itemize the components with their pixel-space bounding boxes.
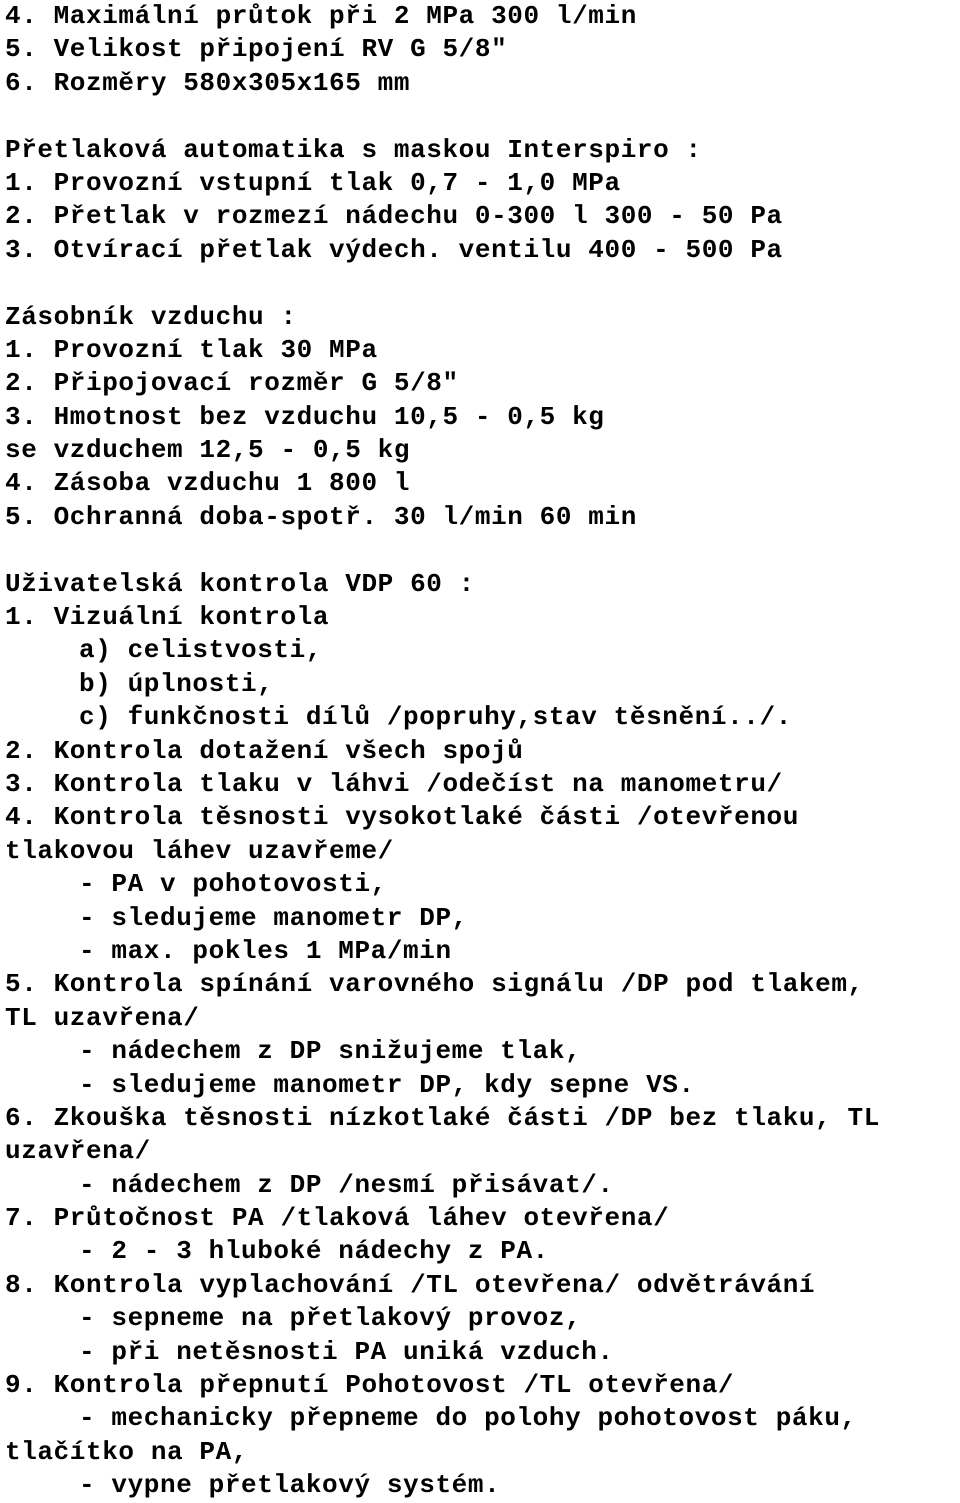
air-tank-item: 2. Připojovací rozměr G 5/8" (5, 368, 459, 399)
check-subitem: - nádechem z DP /nesmí přisávat/. (79, 1169, 614, 1200)
check-subitem: - nádechem z DP snižujeme tlak, (79, 1036, 582, 1067)
spec-item: 6. Rozměry 580x305x165 mm (5, 67, 411, 98)
check-item: 9. Kontrola přepnutí Pohotovost /TL otevřena/ (5, 1370, 735, 1401)
check-item-continuation: tlakovou láhev uzavřeme/ (5, 835, 394, 866)
check-subitem: - sepneme na přetlakový provoz, (79, 1303, 582, 1334)
section-heading-overpressure: Přetlaková automatika s maskou Interspiro : (5, 134, 702, 165)
spacer (0, 100, 960, 133)
check-subitem: - sledujeme manometr DP, (79, 902, 468, 933)
spacer (0, 534, 960, 567)
section-heading-user-check: Uživatelská kontrola VDP 60 : (5, 568, 475, 599)
check-subitem: - 2 - 3 hluboké nádechy z PA. (79, 1236, 549, 1267)
spec-item: 5. Velikost připojení RV G 5/8" (5, 34, 508, 65)
overpressure-item: 3. Otvírací přetlak výdech. ventilu 400 - 500 Pa (5, 234, 783, 265)
air-tank-item: 3. Hmotnost bez vzduchu 10,5 - 0,5 kg (5, 401, 605, 432)
check-subitem: a) celistvosti, (79, 635, 323, 666)
check-item: 6. Zkouška těsnosti nízkotlaké části /DP bez tlaku, TL (5, 1102, 880, 1133)
section-heading-air-tank: Zásobník vzduchu : (5, 301, 297, 332)
check-item-continuation: uzavřena/ (5, 1136, 151, 1167)
check-item-continuation: tlačítko na PA, (5, 1436, 249, 1467)
check-item: 4. Kontrola těsnosti vysokotlaké části /otevřenou (5, 802, 799, 833)
check-subitem: b) úplnosti, (79, 668, 274, 699)
spec-item: 4. Maximální průtok při 2 MPa 300 l/min (5, 1, 637, 31)
air-tank-item: 4. Zásoba vzduchu 1 800 l (5, 468, 411, 499)
check-item: 2. Kontrola dotažení všech spojů (5, 735, 524, 766)
check-subitem: - při netěsnosti PA uniká vzduch. (79, 1336, 614, 1367)
check-subitem: - max. pokles 1 MPa/min (79, 935, 452, 966)
overpressure-item: 2. Přetlak v rozmezí nádechu 0-300 l 300 - 50 Pa (5, 201, 783, 232)
air-tank-item: 1. Provozní tlak 30 MPa (5, 334, 378, 365)
spacer (0, 267, 960, 300)
check-item: 3. Kontrola tlaku v láhvi /odečíst na manometru/ (5, 768, 783, 799)
check-subitem: - sledujeme manometr DP, kdy sepne VS. (79, 1069, 695, 1100)
check-item: 8. Kontrola vyplachování /TL otevřena/ odvětrávání (5, 1269, 816, 1300)
check-item-continuation: TL uzavřena/ (5, 1002, 200, 1033)
check-subitem: - mechanicky přepneme do polohy pohotovost páku, (79, 1403, 857, 1434)
air-tank-item: 5. Ochranná doba-spotř. 30 l/min 60 min (5, 501, 637, 532)
overpressure-item: 1. Provozní vstupní tlak 0,7 - 1,0 MPa (5, 167, 621, 198)
check-item: 5. Kontrola spínání varovného signálu /DP pod tlakem, (5, 969, 864, 1000)
check-item: 7. Průtočnost PA /tlaková láhev otevřena/ (5, 1203, 670, 1234)
check-item: 1. Vizuální kontrola (5, 602, 330, 633)
air-tank-item: se vzduchem 12,5 - 0,5 kg (5, 435, 411, 466)
check-subitem: c) funkčnosti dílů /popruhy,stav těsnění../. (79, 702, 792, 733)
check-subitem: - PA v pohotovosti, (79, 869, 387, 900)
check-subitem: - vypne přetlakový systém. (79, 1470, 501, 1501)
